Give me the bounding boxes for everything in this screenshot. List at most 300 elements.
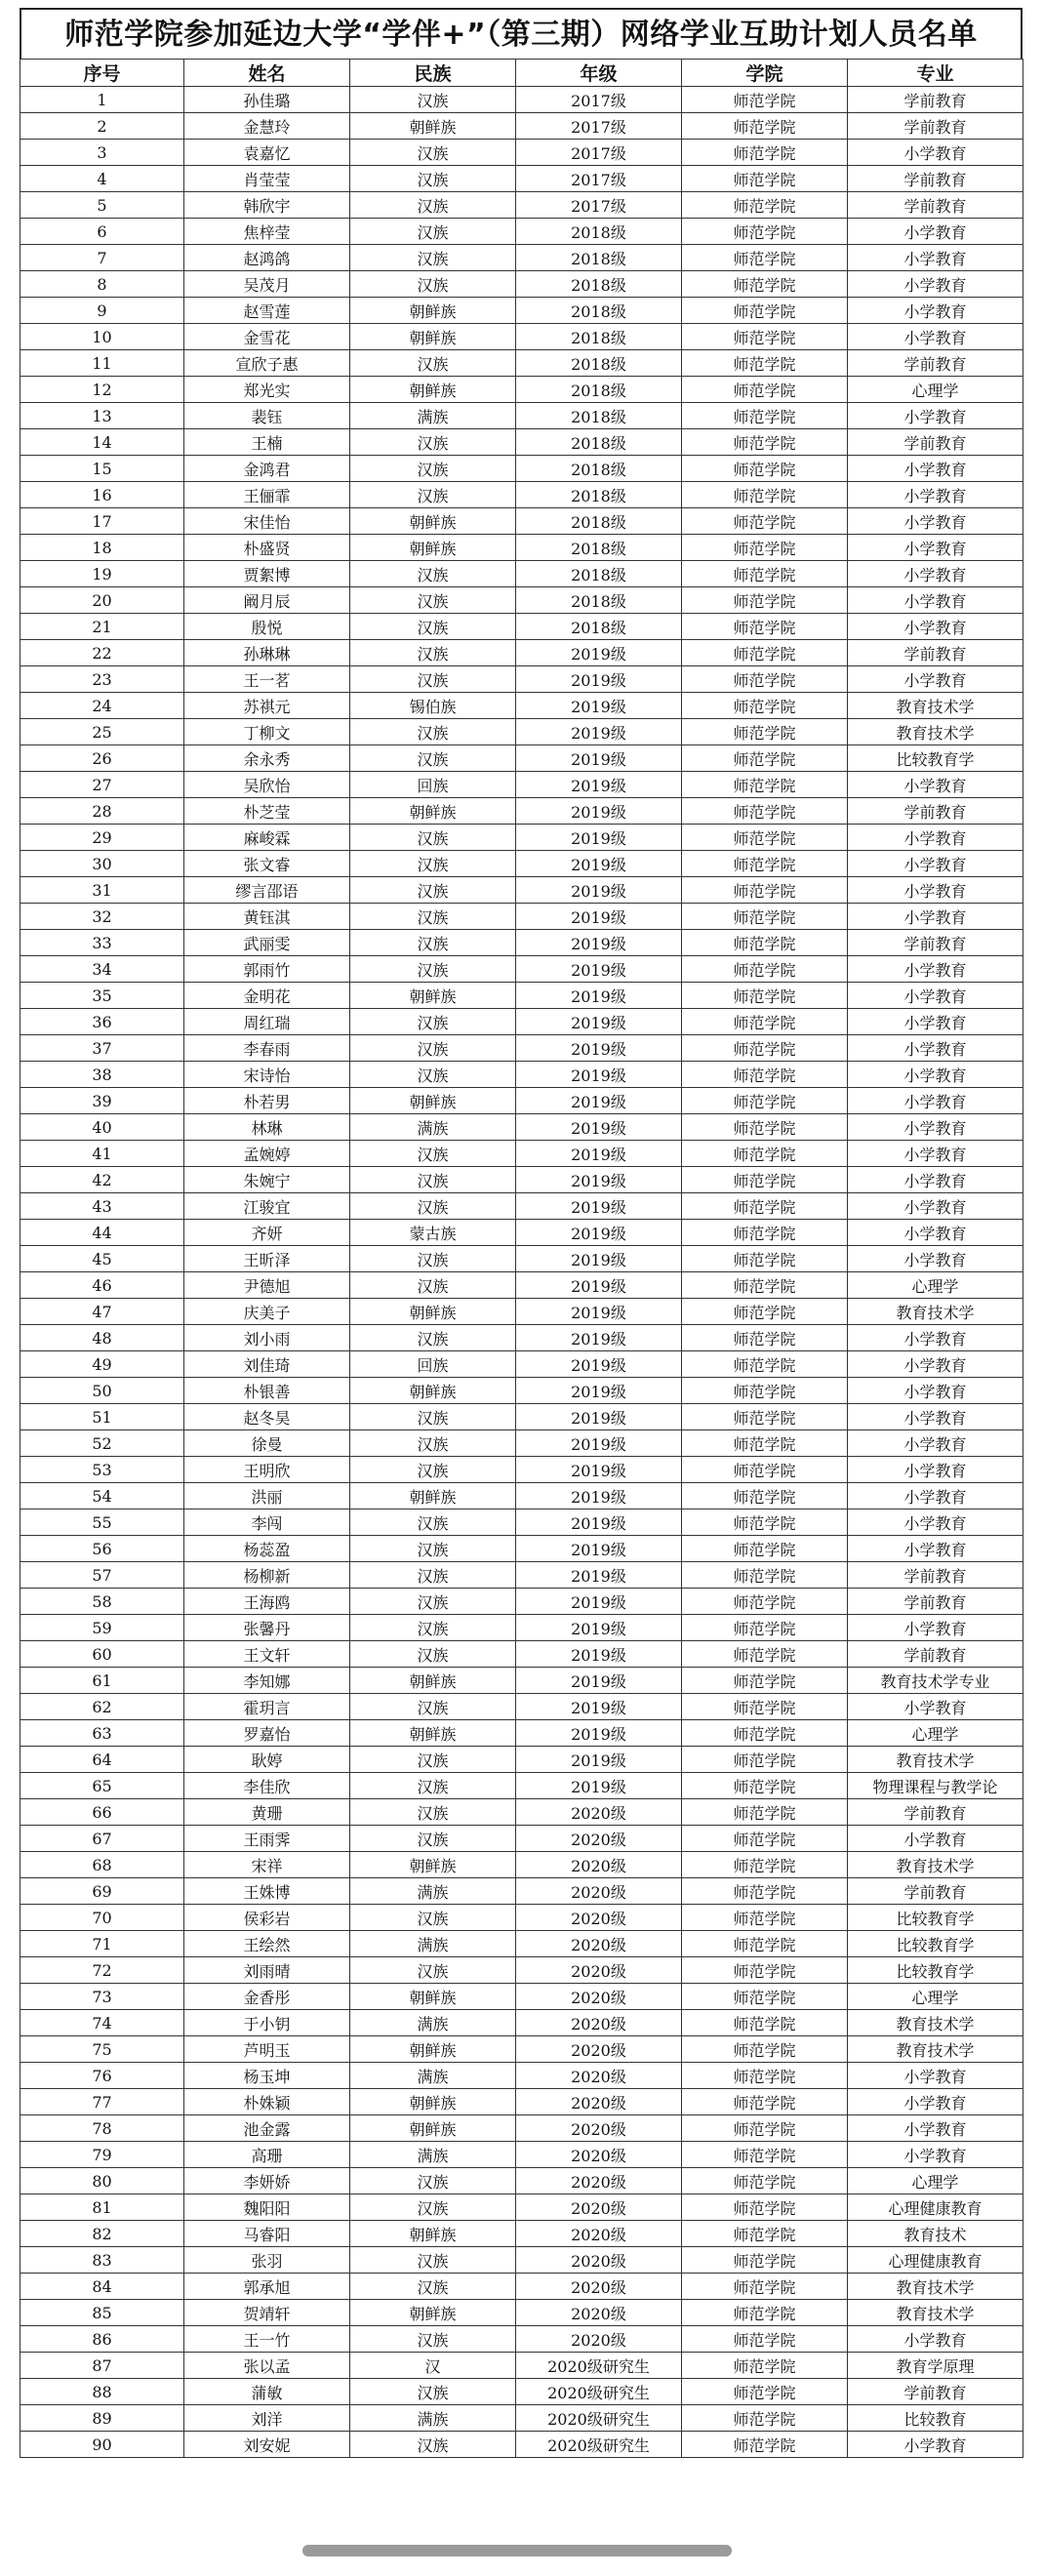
cell-index: 40 xyxy=(20,1114,184,1141)
table-row xyxy=(20,1509,1023,1536)
cell-index: 65 xyxy=(20,1773,184,1799)
cell-name: 孟婉婷 xyxy=(184,1141,350,1167)
cell-index: 20 xyxy=(20,587,184,614)
cell-major: 小学教育 xyxy=(848,561,1023,587)
cell-college: 师范学院 xyxy=(682,1536,848,1562)
cell-college: 师范学院 xyxy=(682,1826,848,1852)
cell-grade: 2020级 xyxy=(516,1905,682,1931)
column-header-ethnicity: 民族 xyxy=(350,60,516,87)
cell-grade: 2020级 xyxy=(516,1984,682,2010)
cell-name: 李闯 xyxy=(184,1509,350,1536)
cell-major: 小学教育 xyxy=(848,2142,1023,2168)
cell-name: 杨蕊盈 xyxy=(184,1536,350,1562)
table-row xyxy=(20,1957,1023,1984)
table-row xyxy=(20,1641,1023,1668)
cell-index: 35 xyxy=(20,983,184,1009)
cell-grade: 2019级 xyxy=(516,693,682,719)
cell-grade: 2019级 xyxy=(516,1193,682,1220)
table-row xyxy=(20,2010,1023,2036)
cell-grade: 2019级 xyxy=(516,1167,682,1193)
cell-name: 王一竹 xyxy=(184,2326,350,2353)
cell-college: 师范学院 xyxy=(682,1509,848,1536)
cell-name: 洪丽 xyxy=(184,1483,350,1509)
cell-grade: 2018级 xyxy=(516,456,682,482)
cell-ethnicity: 汉族 xyxy=(350,1193,516,1220)
table-row xyxy=(20,1589,1023,1615)
cell-major: 学前教育 xyxy=(848,166,1023,192)
cell-grade: 2019级 xyxy=(516,1457,682,1483)
cell-name: 朴芝莹 xyxy=(184,798,350,825)
table-row xyxy=(20,2353,1023,2379)
cell-index: 89 xyxy=(20,2405,184,2432)
table-row xyxy=(20,482,1023,508)
cell-major: 比较教育学 xyxy=(848,745,1023,772)
cell-grade: 2020级 xyxy=(516,1826,682,1852)
cell-college: 师范学院 xyxy=(682,614,848,640)
table-header-row xyxy=(20,60,1023,87)
cell-major: 小学教育 xyxy=(848,2063,1023,2089)
cell-name: 宋佳怡 xyxy=(184,508,350,535)
cell-major: 学前教育 xyxy=(848,1878,1023,1905)
cell-ethnicity: 汉族 xyxy=(350,87,516,113)
cell-grade: 2018级 xyxy=(516,271,682,298)
table-row xyxy=(20,1799,1023,1826)
cell-name: 刘佳琦 xyxy=(184,1351,350,1378)
table-row xyxy=(20,1984,1023,2010)
cell-college: 师范学院 xyxy=(682,87,848,113)
table-row xyxy=(20,956,1023,983)
cell-name: 韩欣宇 xyxy=(184,192,350,219)
cell-ethnicity: 朝鲜族 xyxy=(350,1852,516,1878)
cell-index: 6 xyxy=(20,219,184,245)
table-row xyxy=(20,772,1023,798)
cell-index: 57 xyxy=(20,1562,184,1589)
table-row xyxy=(20,1905,1023,1931)
cell-name: 杨柳新 xyxy=(184,1562,350,1589)
cell-grade: 2018级 xyxy=(516,245,682,271)
cell-index: 68 xyxy=(20,1852,184,1878)
cell-index: 87 xyxy=(20,2353,184,2379)
cell-name: 裴钰 xyxy=(184,403,350,429)
cell-name: 朱婉宁 xyxy=(184,1167,350,1193)
table-row xyxy=(20,877,1023,904)
cell-college: 师范学院 xyxy=(682,2010,848,2036)
cell-ethnicity: 汉族 xyxy=(350,1009,516,1035)
cell-grade: 2019级 xyxy=(516,745,682,772)
cell-name: 麻峻霖 xyxy=(184,825,350,851)
cell-name: 王海鸥 xyxy=(184,1589,350,1615)
cell-index: 48 xyxy=(20,1325,184,1351)
cell-index: 27 xyxy=(20,772,184,798)
cell-college: 师范学院 xyxy=(682,2432,848,2458)
cell-ethnicity: 汉族 xyxy=(350,456,516,482)
table-row xyxy=(20,1062,1023,1088)
cell-grade: 2020级 xyxy=(516,2115,682,2142)
cell-major: 学前教育 xyxy=(848,350,1023,377)
cell-index: 34 xyxy=(20,956,184,983)
cell-college: 师范学院 xyxy=(682,1299,848,1325)
table-row xyxy=(20,219,1023,245)
cell-grade: 2018级 xyxy=(516,508,682,535)
cell-major: 小学教育 xyxy=(848,1483,1023,1509)
cell-major: 学前教育 xyxy=(848,1799,1023,1826)
cell-major: 小学教育 xyxy=(848,1509,1023,1536)
cell-college: 师范学院 xyxy=(682,1483,848,1509)
cell-grade: 2018级 xyxy=(516,324,682,350)
cell-index: 64 xyxy=(20,1747,184,1773)
cell-major: 学前教育 xyxy=(848,87,1023,113)
cell-college: 师范学院 xyxy=(682,403,848,429)
cell-grade: 2020级研究生 xyxy=(516,2432,682,2458)
cell-major: 小学教育 xyxy=(848,1430,1023,1457)
cell-ethnicity: 汉族 xyxy=(350,1246,516,1272)
cell-ethnicity: 满族 xyxy=(350,2142,516,2168)
cell-major: 小学教育 xyxy=(848,956,1023,983)
cell-name: 孙佳璐 xyxy=(184,87,350,113)
table-row xyxy=(20,1035,1023,1062)
cell-college: 师范学院 xyxy=(682,587,848,614)
cell-ethnicity: 汉族 xyxy=(350,825,516,851)
cell-college: 师范学院 xyxy=(682,2326,848,2353)
cell-major: 小学教育 xyxy=(848,508,1023,535)
cell-ethnicity: 朝鲜族 xyxy=(350,983,516,1009)
cell-grade: 2017级 xyxy=(516,140,682,166)
cell-grade: 2019级 xyxy=(516,1483,682,1509)
cell-major: 学前教育 xyxy=(848,798,1023,825)
cell-grade: 2019级 xyxy=(516,825,682,851)
cell-ethnicity: 汉族 xyxy=(350,140,516,166)
cell-college: 师范学院 xyxy=(682,1720,848,1747)
cell-grade: 2020级 xyxy=(516,2300,682,2326)
cell-college: 师范学院 xyxy=(682,2300,848,2326)
table-row xyxy=(20,1167,1023,1193)
cell-ethnicity: 汉族 xyxy=(350,350,516,377)
cell-major: 小学教育 xyxy=(848,1536,1023,1562)
cell-grade: 2020级研究生 xyxy=(516,2353,682,2379)
cell-index: 29 xyxy=(20,825,184,851)
cell-ethnicity: 朝鲜族 xyxy=(350,1668,516,1694)
cell-major: 小学教育 xyxy=(848,1404,1023,1430)
table-row xyxy=(20,1668,1023,1694)
cell-name: 郑光实 xyxy=(184,377,350,403)
table-row xyxy=(20,1246,1023,1272)
cell-college: 师范学院 xyxy=(682,113,848,140)
cell-major: 心理学 xyxy=(848,1272,1023,1299)
cell-major: 学前教育 xyxy=(848,640,1023,666)
cell-grade: 2019级 xyxy=(516,719,682,745)
table-row xyxy=(20,640,1023,666)
cell-major: 小学教育 xyxy=(848,2089,1023,2115)
cell-college: 师范学院 xyxy=(682,825,848,851)
scrollbar-thumb[interactable] xyxy=(302,2545,732,2556)
cell-ethnicity: 汉族 xyxy=(350,956,516,983)
cell-major: 小学教育 xyxy=(848,271,1023,298)
cell-name: 王俪霏 xyxy=(184,482,350,508)
table-row xyxy=(20,1404,1023,1430)
roster-table xyxy=(20,59,1023,2458)
cell-grade: 2019级 xyxy=(516,956,682,983)
cell-ethnicity: 汉族 xyxy=(350,1799,516,1826)
cell-name: 耿婷 xyxy=(184,1747,350,1773)
cell-college: 师范学院 xyxy=(682,2142,848,2168)
cell-college: 师范学院 xyxy=(682,904,848,930)
cell-index: 70 xyxy=(20,1905,184,1931)
cell-grade: 2020级研究生 xyxy=(516,2405,682,2432)
cell-college: 师范学院 xyxy=(682,1220,848,1246)
cell-index: 38 xyxy=(20,1062,184,1088)
cell-name: 武丽雯 xyxy=(184,930,350,956)
cell-name: 李佳欣 xyxy=(184,1773,350,1799)
cell-grade: 2020级 xyxy=(516,2247,682,2274)
table-row xyxy=(20,2300,1023,2326)
cell-major: 比较教育 xyxy=(848,2405,1023,2432)
cell-college: 师范学院 xyxy=(682,192,848,219)
cell-ethnicity: 朝鲜族 xyxy=(350,1720,516,1747)
table-row xyxy=(20,1272,1023,1299)
table-row xyxy=(20,666,1023,693)
cell-major: 小学教育 xyxy=(848,1114,1023,1141)
cell-name: 朴若男 xyxy=(184,1088,350,1114)
cell-college: 师范学院 xyxy=(682,1615,848,1641)
cell-college: 师范学院 xyxy=(682,1878,848,1905)
cell-major: 小学教育 xyxy=(848,535,1023,561)
cell-college: 师范学院 xyxy=(682,851,848,877)
table-row xyxy=(20,719,1023,745)
cell-major: 小学教育 xyxy=(848,904,1023,930)
cell-grade: 2020级 xyxy=(516,2036,682,2063)
cell-name: 朴银善 xyxy=(184,1378,350,1404)
cell-major: 教育技术学专业 xyxy=(848,1668,1023,1694)
cell-college: 师范学院 xyxy=(682,2247,848,2274)
cell-index: 47 xyxy=(20,1299,184,1325)
table-row xyxy=(20,1878,1023,1905)
cell-name: 张馨丹 xyxy=(184,1615,350,1641)
table-row xyxy=(20,930,1023,956)
cell-grade: 2019级 xyxy=(516,772,682,798)
table-row xyxy=(20,429,1023,456)
cell-major: 学前教育 xyxy=(848,429,1023,456)
cell-index: 4 xyxy=(20,166,184,192)
cell-ethnicity: 汉族 xyxy=(350,1957,516,1984)
cell-ethnicity: 汉族 xyxy=(350,1035,516,1062)
cell-name: 宋诗怡 xyxy=(184,1062,350,1088)
cell-college: 师范学院 xyxy=(682,1430,848,1457)
cell-grade: 2017级 xyxy=(516,192,682,219)
table-row xyxy=(20,166,1023,192)
cell-grade: 2019级 xyxy=(516,1430,682,1457)
table-row xyxy=(20,1852,1023,1878)
cell-major: 比较教育学 xyxy=(848,1931,1023,1957)
cell-name: 王楠 xyxy=(184,429,350,456)
cell-grade: 2019级 xyxy=(516,1325,682,1351)
cell-major: 教育技术 xyxy=(848,2221,1023,2247)
cell-name: 金香彤 xyxy=(184,1984,350,2010)
cell-ethnicity: 朝鲜族 xyxy=(350,2089,516,2115)
table-row xyxy=(20,1351,1023,1378)
cell-grade: 2019级 xyxy=(516,1773,682,1799)
cell-college: 师范学院 xyxy=(682,1773,848,1799)
cell-name: 杨玉坤 xyxy=(184,2063,350,2089)
cell-major: 小学教育 xyxy=(848,1193,1023,1220)
cell-major: 学前教育 xyxy=(848,1641,1023,1668)
cell-index: 5 xyxy=(20,192,184,219)
cell-name: 朴盛贤 xyxy=(184,535,350,561)
cell-grade: 2019级 xyxy=(516,1536,682,1562)
table-row xyxy=(20,745,1023,772)
table-row xyxy=(20,2432,1023,2458)
cell-major: 小学教育 xyxy=(848,1826,1023,1852)
cell-ethnicity: 满族 xyxy=(350,1931,516,1957)
cell-major: 心理健康教育 xyxy=(848,2247,1023,2274)
cell-major: 小学教育 xyxy=(848,1694,1023,1720)
cell-name: 芦明玉 xyxy=(184,2036,350,2063)
cell-index: 71 xyxy=(20,1931,184,1957)
cell-name: 侯彩岩 xyxy=(184,1905,350,1931)
cell-index: 30 xyxy=(20,851,184,877)
cell-name: 王昕泽 xyxy=(184,1246,350,1272)
cell-major: 小学教育 xyxy=(848,298,1023,324)
cell-major: 心理健康教育 xyxy=(848,2194,1023,2221)
cell-name: 张以孟 xyxy=(184,2353,350,2379)
cell-college: 师范学院 xyxy=(682,2221,848,2247)
cell-grade: 2019级 xyxy=(516,1378,682,1404)
cell-name: 宣欣子惠 xyxy=(184,350,350,377)
cell-grade: 2018级 xyxy=(516,219,682,245)
cell-college: 师范学院 xyxy=(682,2274,848,2300)
cell-index: 82 xyxy=(20,2221,184,2247)
cell-index: 67 xyxy=(20,1826,184,1852)
cell-grade: 2018级 xyxy=(516,561,682,587)
cell-grade: 2017级 xyxy=(516,113,682,140)
cell-name: 贺靖轩 xyxy=(184,2300,350,2326)
table-row xyxy=(20,245,1023,271)
cell-grade: 2019级 xyxy=(516,983,682,1009)
horizontal-scrollbar[interactable] xyxy=(302,2545,732,2556)
cell-name: 王明欣 xyxy=(184,1457,350,1483)
cell-major: 小学教育 xyxy=(848,1378,1023,1404)
table-row xyxy=(20,1826,1023,1852)
cell-major: 学前教育 xyxy=(848,113,1023,140)
table-row xyxy=(20,1615,1023,1641)
cell-ethnicity: 朝鲜族 xyxy=(350,2036,516,2063)
cell-college: 师范学院 xyxy=(682,1167,848,1193)
table-row xyxy=(20,1378,1023,1404)
cell-index: 11 xyxy=(20,350,184,377)
cell-index: 58 xyxy=(20,1589,184,1615)
cell-college: 师范学院 xyxy=(682,482,848,508)
cell-name: 黄珊 xyxy=(184,1799,350,1826)
cell-major: 小学教育 xyxy=(848,1351,1023,1378)
cell-index: 41 xyxy=(20,1141,184,1167)
cell-index: 31 xyxy=(20,877,184,904)
cell-major: 教育技术学 xyxy=(848,1852,1023,1878)
cell-index: 53 xyxy=(20,1457,184,1483)
cell-name: 江骏宜 xyxy=(184,1193,350,1220)
table-row xyxy=(20,2326,1023,2353)
cell-major: 教育技术学 xyxy=(848,2300,1023,2326)
cell-college: 师范学院 xyxy=(682,1799,848,1826)
cell-college: 师范学院 xyxy=(682,1114,848,1141)
cell-ethnicity: 汉族 xyxy=(350,904,516,930)
cell-college: 师范学院 xyxy=(682,1931,848,1957)
cell-college: 师范学院 xyxy=(682,1009,848,1035)
cell-name: 朴姝颖 xyxy=(184,2089,350,2115)
cell-grade: 2018级 xyxy=(516,614,682,640)
cell-ethnicity: 朝鲜族 xyxy=(350,298,516,324)
cell-college: 师范学院 xyxy=(682,2036,848,2063)
cell-index: 83 xyxy=(20,2247,184,2274)
cell-index: 54 xyxy=(20,1483,184,1509)
cell-name: 刘安妮 xyxy=(184,2432,350,2458)
cell-index: 28 xyxy=(20,798,184,825)
cell-index: 1 xyxy=(20,87,184,113)
cell-index: 21 xyxy=(20,614,184,640)
cell-college: 师范学院 xyxy=(682,1457,848,1483)
cell-college: 师范学院 xyxy=(682,166,848,192)
cell-ethnicity: 汉族 xyxy=(350,561,516,587)
cell-ethnicity: 汉族 xyxy=(350,1457,516,1483)
cell-ethnicity: 汉族 xyxy=(350,1589,516,1615)
cell-index: 23 xyxy=(20,666,184,693)
cell-index: 63 xyxy=(20,1720,184,1747)
cell-name: 赵雪莲 xyxy=(184,298,350,324)
cell-name: 庆美子 xyxy=(184,1299,350,1325)
cell-name: 金慧玲 xyxy=(184,113,350,140)
cell-index: 32 xyxy=(20,904,184,930)
cell-index: 33 xyxy=(20,930,184,956)
cell-major: 心理学 xyxy=(848,377,1023,403)
table-row xyxy=(20,693,1023,719)
cell-index: 59 xyxy=(20,1615,184,1641)
cell-ethnicity: 满族 xyxy=(350,2010,516,2036)
cell-index: 75 xyxy=(20,2036,184,2063)
table-row xyxy=(20,1009,1023,1035)
cell-ethnicity: 汉族 xyxy=(350,2432,516,2458)
cell-index: 85 xyxy=(20,2300,184,2326)
cell-college: 师范学院 xyxy=(682,1088,848,1114)
cell-college: 师范学院 xyxy=(682,1141,848,1167)
cell-grade: 2019级 xyxy=(516,1272,682,1299)
cell-major: 小学教育 xyxy=(848,456,1023,482)
cell-index: 15 xyxy=(20,456,184,482)
cell-name: 尹德旭 xyxy=(184,1272,350,1299)
cell-major: 小学教育 xyxy=(848,614,1023,640)
table-row xyxy=(20,2115,1023,2142)
cell-ethnicity: 回族 xyxy=(350,772,516,798)
cell-name: 郭承旭 xyxy=(184,2274,350,2300)
cell-grade: 2018级 xyxy=(516,535,682,561)
cell-index: 77 xyxy=(20,2089,184,2115)
cell-ethnicity: 朝鲜族 xyxy=(350,798,516,825)
cell-index: 2 xyxy=(20,113,184,140)
cell-college: 师范学院 xyxy=(682,1747,848,1773)
cell-college: 师范学院 xyxy=(682,1378,848,1404)
cell-ethnicity: 汉族 xyxy=(350,219,516,245)
cell-name: 阚月辰 xyxy=(184,587,350,614)
cell-ethnicity: 满族 xyxy=(350,403,516,429)
cell-college: 师范学院 xyxy=(682,1668,848,1694)
cell-index: 26 xyxy=(20,745,184,772)
cell-ethnicity: 汉族 xyxy=(350,1272,516,1299)
cell-major: 小学教育 xyxy=(848,482,1023,508)
cell-major: 学前教育 xyxy=(848,192,1023,219)
cell-college: 师范学院 xyxy=(682,1035,848,1062)
cell-major: 比较教育学 xyxy=(848,1957,1023,1984)
table-row xyxy=(20,1430,1023,1457)
cell-college: 师范学院 xyxy=(682,2089,848,2115)
table-row xyxy=(20,377,1023,403)
cell-name: 苏祺元 xyxy=(184,693,350,719)
